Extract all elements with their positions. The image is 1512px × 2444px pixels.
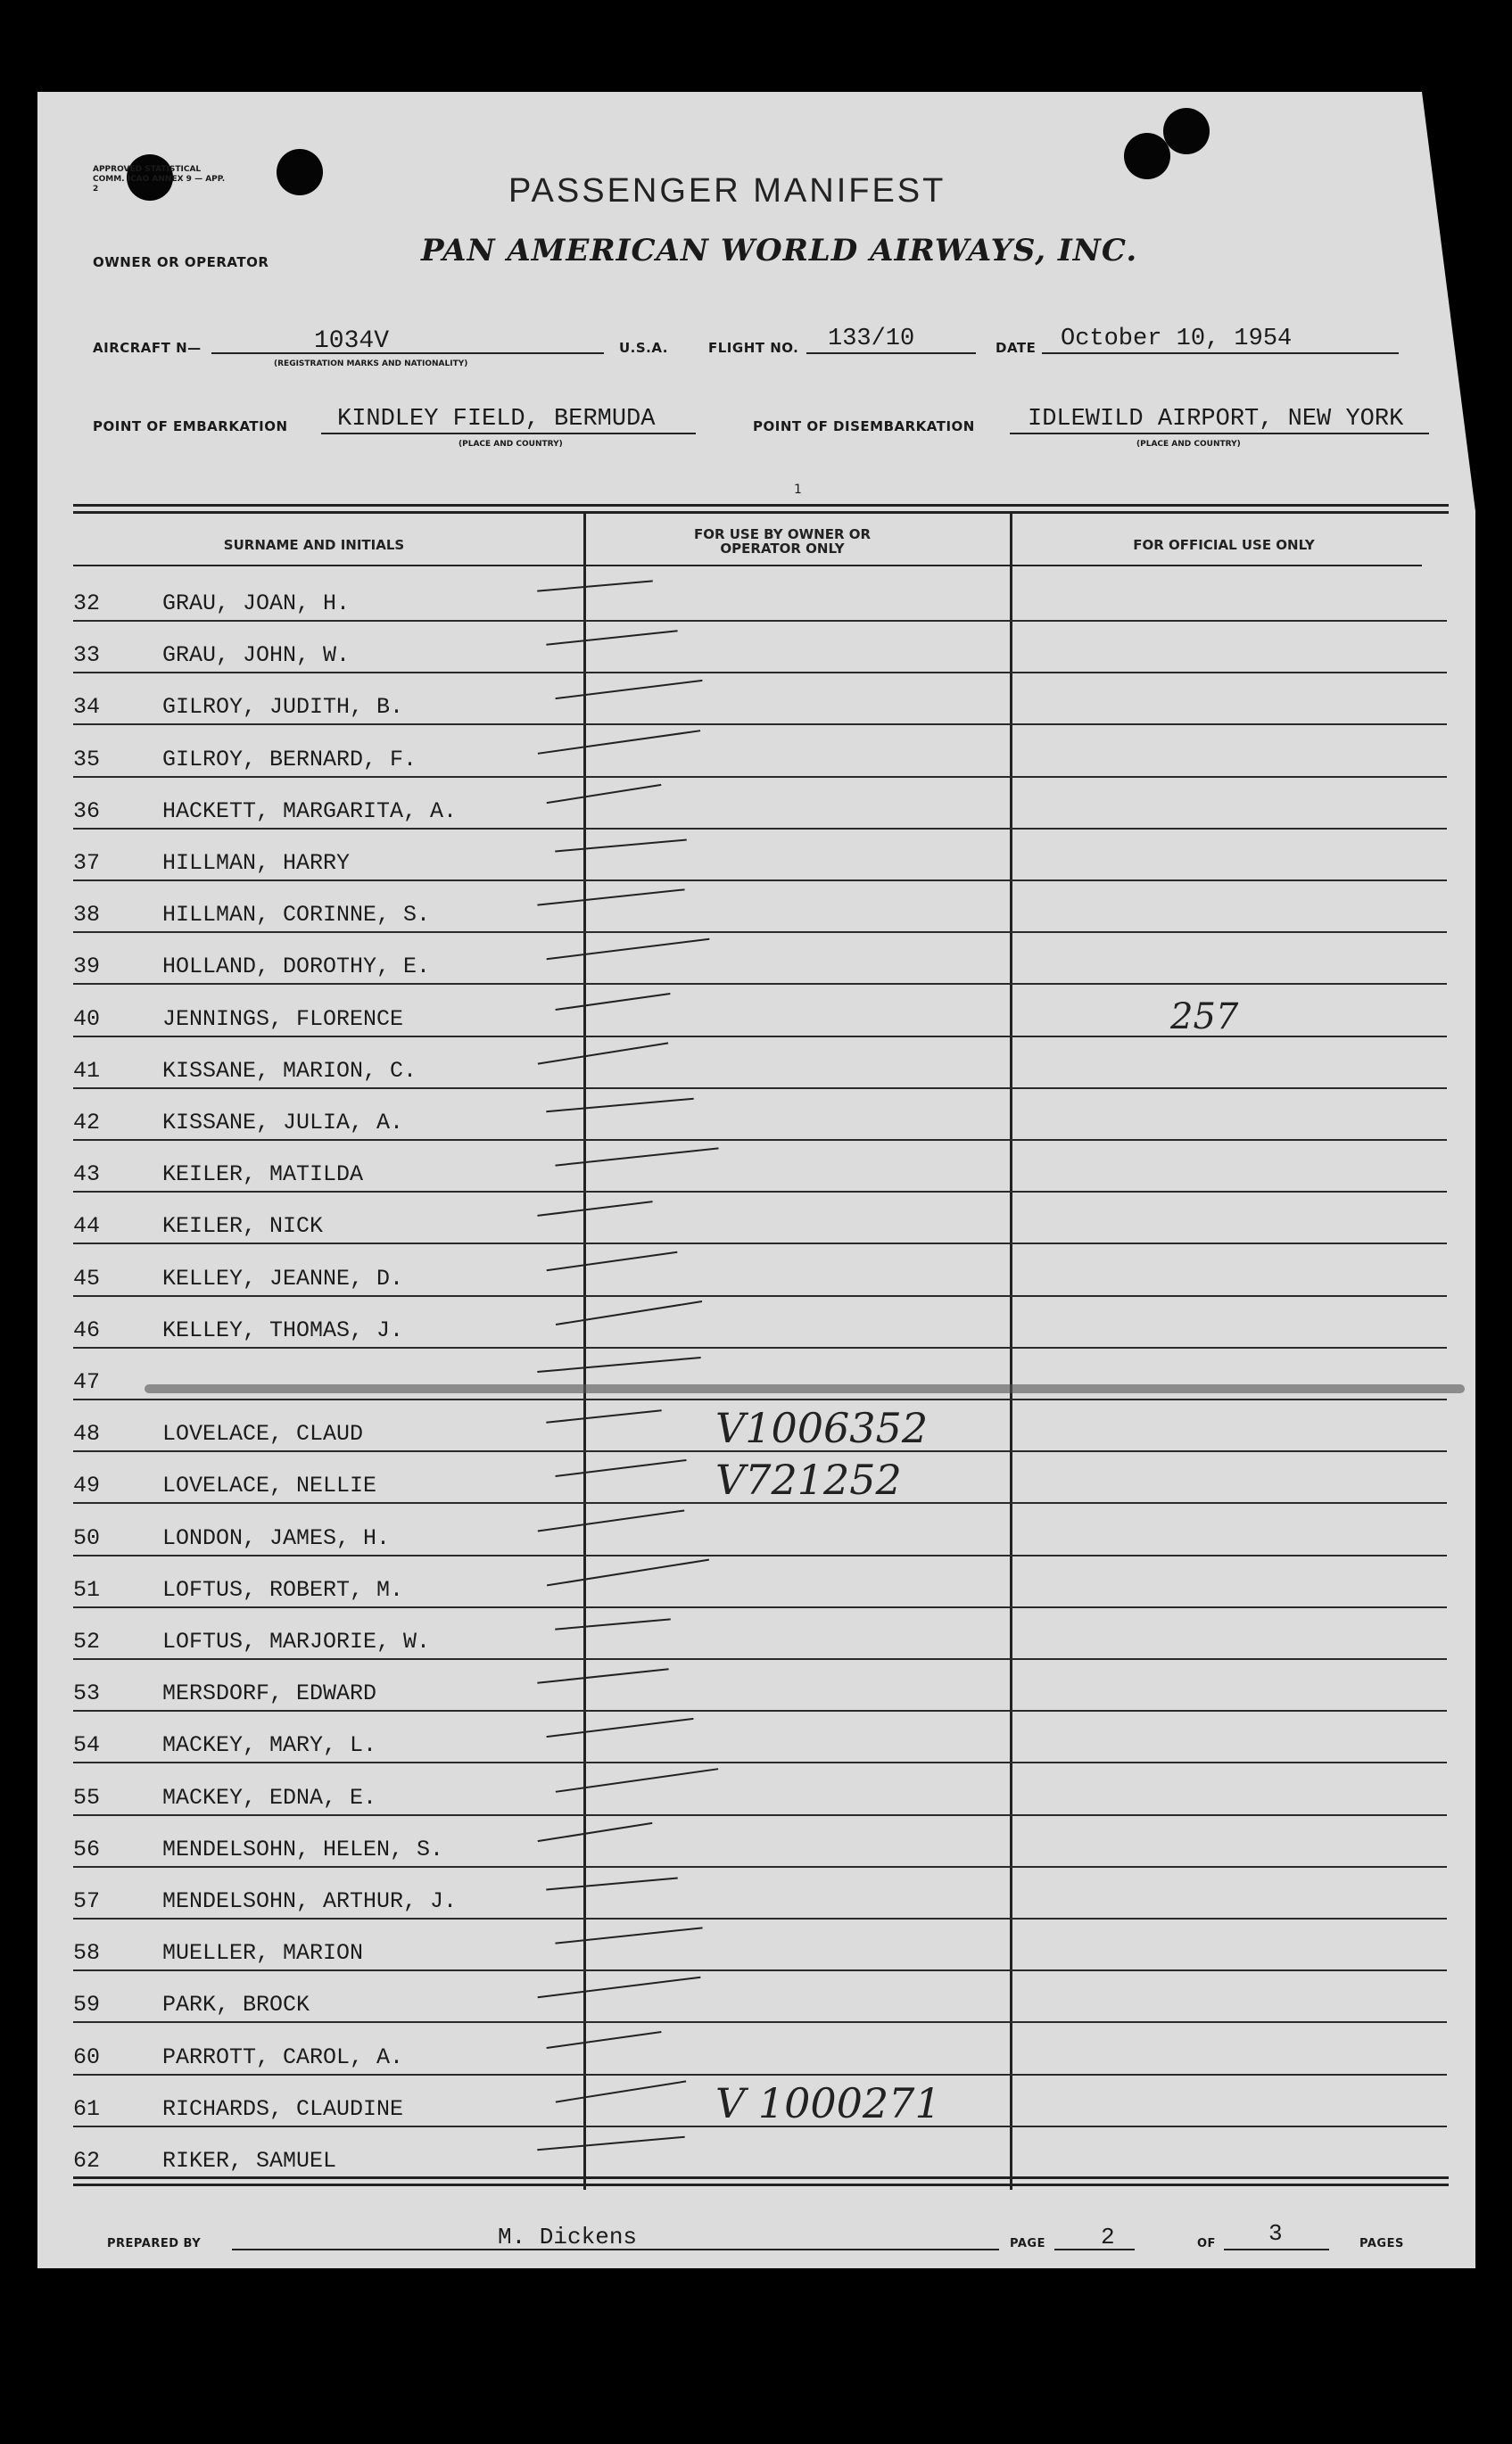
punch-hole (1163, 108, 1210, 154)
table-row (73, 932, 1447, 985)
passenger-name: GILROY, BERNARD, F. (162, 746, 417, 772)
check-stroke (556, 1768, 718, 1793)
table-row (73, 985, 1447, 1037)
aircraft-sublabel: (REGISTRATION MARKS AND NATIONALITY) (274, 359, 468, 368)
row-number: 33 (73, 642, 101, 669)
check-stroke (547, 1251, 678, 1271)
row-number: 47 (73, 1369, 101, 1395)
row-number: 56 (73, 1836, 101, 1862)
pages-label: PAGES (1359, 2237, 1404, 2250)
row-number: 61 (73, 2095, 101, 2122)
flight-value: 133/10 (828, 326, 915, 352)
page-label: PAGE (1010, 2237, 1045, 2250)
table-row (73, 1451, 1447, 1504)
table-row (73, 725, 1447, 778)
check-stroke (555, 680, 702, 699)
check-stroke (555, 993, 670, 1011)
passenger-name: GRAU, JOHN, W. (162, 642, 351, 669)
disembarkation-sublabel: (PLACE AND COUNTRY) (1136, 440, 1241, 449)
row-number: 45 (73, 1265, 101, 1292)
table-row (73, 673, 1447, 725)
row-number: 52 (73, 1629, 101, 1655)
table-row (73, 569, 1447, 622)
page-number: 2 (1101, 2224, 1115, 2250)
check-stroke (546, 1878, 678, 1891)
check-stroke (537, 580, 653, 591)
check-stroke (555, 1928, 702, 1944)
check-stroke (538, 1822, 653, 1842)
table-row (73, 1296, 1447, 1349)
passenger-name: KELLEY, THOMAS, J. (162, 1317, 404, 1343)
embarkation-label: POINT OF EMBARKATION (93, 418, 288, 434)
row-number: 54 (73, 1732, 101, 1759)
table-row (73, 1763, 1447, 1816)
row-number: 53 (73, 1680, 101, 1707)
table-row (73, 1970, 1447, 2023)
passenger-name: HILLMAN, CORINNE, S. (162, 902, 431, 929)
check-stroke (555, 1148, 718, 1167)
passenger-name: MENDELSOHN, HELEN, S. (162, 1836, 444, 1862)
table-row (73, 621, 1447, 673)
table-top-rule (73, 511, 1449, 514)
row-number: 62 (73, 2148, 101, 2174)
date-value: October 10, 1954 (1061, 326, 1293, 352)
passenger-name: KISSANE, JULIA, A. (162, 1110, 404, 1135)
prepared-by-label: PREPARED BY (107, 2237, 202, 2250)
row-number: 37 (73, 850, 101, 876)
table-row (73, 1556, 1447, 1608)
passenger-name: MUELLER, MARION (162, 1940, 364, 1967)
check-stroke (538, 1509, 685, 1532)
owner-note: V721252 (715, 1456, 902, 1505)
table-row (73, 1815, 1447, 1868)
table-row (73, 1711, 1447, 1763)
check-stroke (537, 889, 684, 906)
row-number: 43 (73, 1161, 101, 1188)
passenger-name: MERSDORF, EDWARD (162, 1680, 377, 1707)
table-row (73, 1659, 1447, 1712)
aircraft-value: 1034V (314, 327, 390, 355)
passenger-name: KEILER, MATILDA (162, 1161, 364, 1188)
punch-hole (1124, 133, 1170, 179)
passenger-name: JENNINGS, FLORENCE (162, 1005, 404, 1032)
table-row (73, 2126, 1447, 2179)
table-row (73, 1919, 1447, 1971)
check-stroke (546, 2031, 661, 2049)
row-number: 50 (73, 1524, 101, 1551)
total-pages: 3 (1268, 2220, 1283, 2247)
row-number: 44 (73, 1213, 101, 1240)
passenger-name: LOFTUS, MARJORIE, W. (162, 1629, 431, 1655)
airline-name: PAN AMERICAN WORLD AIRWAYS, INC. (421, 233, 1138, 268)
punch-hole (277, 149, 323, 195)
passenger-name: LONDON, JAMES, H. (162, 1524, 391, 1551)
passenger-name: HOLLAND, DOROTHY, E. (162, 954, 431, 980)
column-header-names: SURNAME AND INITIALS (223, 537, 405, 553)
check-stroke (537, 1201, 652, 1217)
table-row (73, 1400, 1447, 1452)
table-row (73, 1244, 1447, 1297)
embarkation-sublabel: (PLACE AND COUNTRY) (459, 440, 563, 449)
row-number: 41 (73, 1057, 101, 1084)
passenger-name: LOVELACE, CLAUD (162, 1421, 364, 1448)
page-title: PASSENGER MANIFEST (508, 172, 946, 210)
owner-note: V1006352 (715, 1404, 929, 1453)
table-row (73, 1140, 1447, 1193)
table-row (73, 1867, 1447, 1920)
row-number: 51 (73, 1576, 101, 1603)
row-number: 60 (73, 2044, 101, 2070)
aircraft-label: AIRCRAFT N— (93, 340, 202, 356)
column-header-owner: FOR USE BY OWNER OR OPERATOR ONLY (693, 526, 872, 557)
disembarkation-value: IDLEWILD AIRPORT, NEW YORK (1028, 406, 1404, 433)
column-header-official: FOR OFFICIAL USE ONLY (1133, 537, 1315, 553)
row-number: 32 (73, 590, 101, 616)
table-row (73, 1504, 1447, 1556)
passenger-name: RIKER, SAMUEL (162, 2148, 337, 2174)
passenger-name: HILLMAN, HARRY (162, 850, 351, 876)
prepared-by-value: M. Dickens (498, 2224, 638, 2250)
row-number: 42 (73, 1110, 101, 1135)
check-stroke (547, 1558, 709, 1586)
official-note: 257 (1170, 995, 1239, 1037)
date-label: DATE (996, 340, 1037, 356)
table-row (73, 1348, 1447, 1400)
row-number: 46 (73, 1317, 101, 1343)
table-row (73, 2075, 1447, 2127)
passenger-name: RICHARDS, CLAUDINE (162, 2095, 404, 2122)
passenger-name: MACKEY, EDNA, E. (162, 1784, 377, 1811)
page-top-mark: 1 (794, 483, 802, 497)
check-stroke (546, 1718, 693, 1738)
passenger-name: MACKEY, MARY, L. (162, 1732, 377, 1759)
passenger-name: LOVELACE, NELLIE (162, 1473, 377, 1499)
header-bottom-rule (73, 565, 1422, 566)
embarkation-value: KINDLEY FIELD, BERMUDA (337, 406, 656, 433)
passenger-name: KISSANE, MARION, C. (162, 1057, 417, 1084)
table-row (73, 880, 1447, 933)
table-bottom-rule (73, 2176, 1449, 2179)
passenger-name: PARK, BROCK (162, 1992, 310, 2019)
table-row (73, 1036, 1447, 1089)
table-top-rule (73, 504, 1449, 507)
check-stroke (537, 1668, 668, 1683)
row-number: 58 (73, 1940, 101, 1967)
flight-label: FLIGHT NO. (708, 340, 799, 356)
check-stroke (537, 2136, 685, 2151)
row-number: 35 (73, 746, 101, 772)
of-label: OF (1197, 2237, 1216, 2250)
check-stroke (555, 839, 687, 853)
check-stroke (546, 1098, 694, 1112)
row-number: 36 (73, 797, 101, 824)
table-row (73, 1088, 1447, 1141)
check-stroke (547, 784, 662, 804)
table-bottom-rule (73, 2184, 1449, 2186)
usa-label: U.S.A. (619, 340, 668, 356)
table-row (73, 829, 1447, 881)
row-number: 38 (73, 902, 101, 929)
table-row (73, 1607, 1447, 1660)
passenger-name: PARROTT, CAROL, A. (162, 2044, 404, 2070)
row-number: 55 (73, 1784, 101, 1811)
passenger-name: GRAU, JOAN, H. (162, 590, 351, 616)
row-number: 48 (73, 1421, 101, 1448)
check-stroke (555, 1459, 686, 1477)
check-stroke (537, 1357, 700, 1373)
row-number: 39 (73, 954, 101, 980)
check-stroke (546, 630, 677, 645)
owner-label: OWNER OR OPERATOR (93, 254, 269, 270)
redaction-smudge (145, 1384, 1465, 1393)
passenger-name: KEILER, NICK (162, 1213, 324, 1240)
passenger-name: MENDELSOHN, ARTHUR, J. (162, 1888, 458, 1914)
table-row (73, 1192, 1447, 1244)
row-number: 34 (73, 694, 101, 721)
check-stroke (538, 730, 700, 755)
check-stroke (547, 938, 710, 960)
row-number: 59 (73, 1992, 101, 2019)
check-stroke (538, 1977, 701, 1998)
check-stroke (556, 1300, 702, 1325)
passenger-name: GILROY, JUDITH, B. (162, 694, 404, 721)
manifest-page (37, 92, 1475, 2268)
form-reference: APPROVED STATISTICAL COMM. ICAO ANNEX 9 — APP. 2 (93, 165, 226, 194)
row-number: 40 (73, 1005, 101, 1032)
check-stroke (555, 1618, 671, 1630)
passenger-name: LOFTUS, ROBERT, M. (162, 1576, 404, 1603)
table-row (73, 777, 1447, 830)
disembarkation-label: POINT OF DISEMBARKATION (753, 418, 975, 434)
check-stroke (546, 1409, 661, 1424)
table-row (73, 2023, 1447, 2076)
passenger-name: KELLEY, JEANNE, D. (162, 1265, 404, 1292)
check-stroke (538, 1042, 668, 1064)
folded-corner (1422, 92, 1475, 511)
owner-note: V 1000271 (715, 2078, 941, 2127)
row-number: 49 (73, 1473, 101, 1499)
passenger-name: HACKETT, MARGARITA, A. (162, 797, 458, 824)
row-number: 57 (73, 1888, 101, 1914)
check-stroke (556, 2080, 686, 2102)
